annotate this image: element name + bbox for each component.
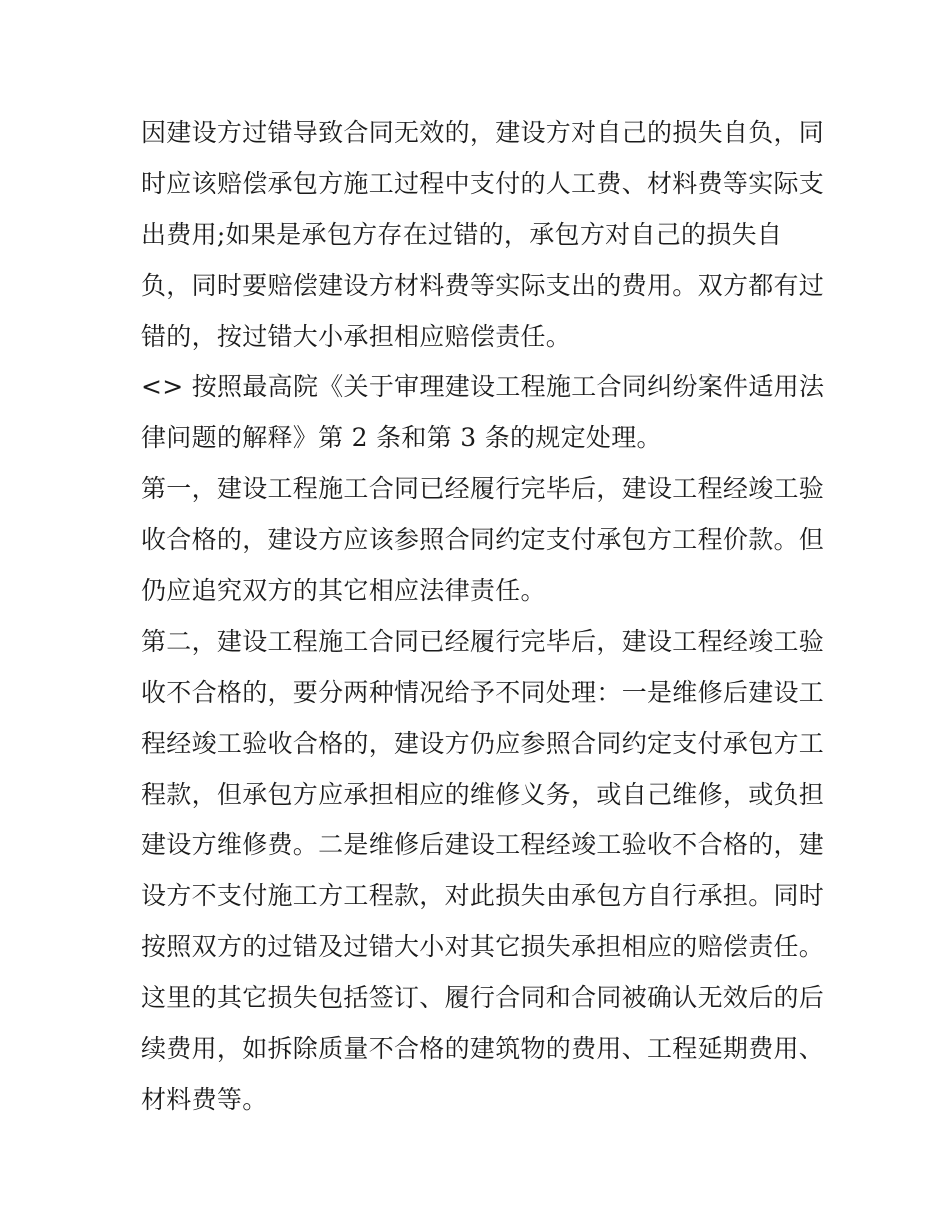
text-line: 时应该赔偿承包方施工过程中支付的人工费、材料费等实际支 — [141, 168, 825, 198]
text-line: 建设方维修费。二是维修后建设工程经竣工验收不合格的，建 — [141, 830, 825, 860]
text-line: 这里的其它损失包括签订、履行合同和合同被确认无效后的后 — [141, 983, 825, 1013]
text-line: 第二，建设工程施工合同已经履行完毕后，建设工程经竣工验 — [141, 626, 825, 656]
text-line: 律问题的解释》第 2 条和第 3 条的规定处理。 — [141, 423, 662, 453]
text-line: 仍应追究双方的其它相应法律责任。 — [141, 576, 546, 606]
text-line: <> 按照最高院《关于审理建设工程施工合同纠纷案件适用法 — [141, 372, 825, 402]
text-line: 程经竣工验收合格的，建设方仍应参照合同约定支付承包方工 — [141, 728, 825, 758]
text-line: 第一，建设工程施工合同已经履行完毕后，建设工程经竣工验 — [141, 474, 825, 504]
text-line: 错的，按过错大小承担相应赔偿责任。 — [141, 321, 572, 351]
text-line: 材料费等。 — [141, 1084, 268, 1114]
text-line: 出费用;如果是承包方存在过错的，承包方对自己的损失自 — [141, 219, 783, 249]
text-line: 负，同时要赔偿建设方材料费等实际支出的费用。双方都有过 — [141, 270, 825, 300]
text-line: 程款，但承包方应承担相应的维修义务，或自己维修，或负担 — [141, 779, 825, 809]
text-line: 收不合格的，要分两种情况给予不同处理：一是维修后建设工 — [141, 677, 825, 707]
text-line: 续费用，如拆除质量不合格的建筑物的费用、工程延期费用、 — [141, 1034, 825, 1064]
document-body — [141, 108, 825, 1126]
text-line: 收合格的，建设方应该参照合同约定支付承包方工程价款。但 — [141, 525, 825, 555]
text-line: 按照双方的过错及过错大小对其它损失承担相应的赔偿责任。 — [141, 932, 825, 962]
text-line: 因建设方过错导致合同无效的，建设方对自己的损失自负，同 — [141, 118, 825, 147]
text-line: 设方不支付施工方工程款，对此损失由承包方自行承担。同时 — [141, 881, 825, 911]
